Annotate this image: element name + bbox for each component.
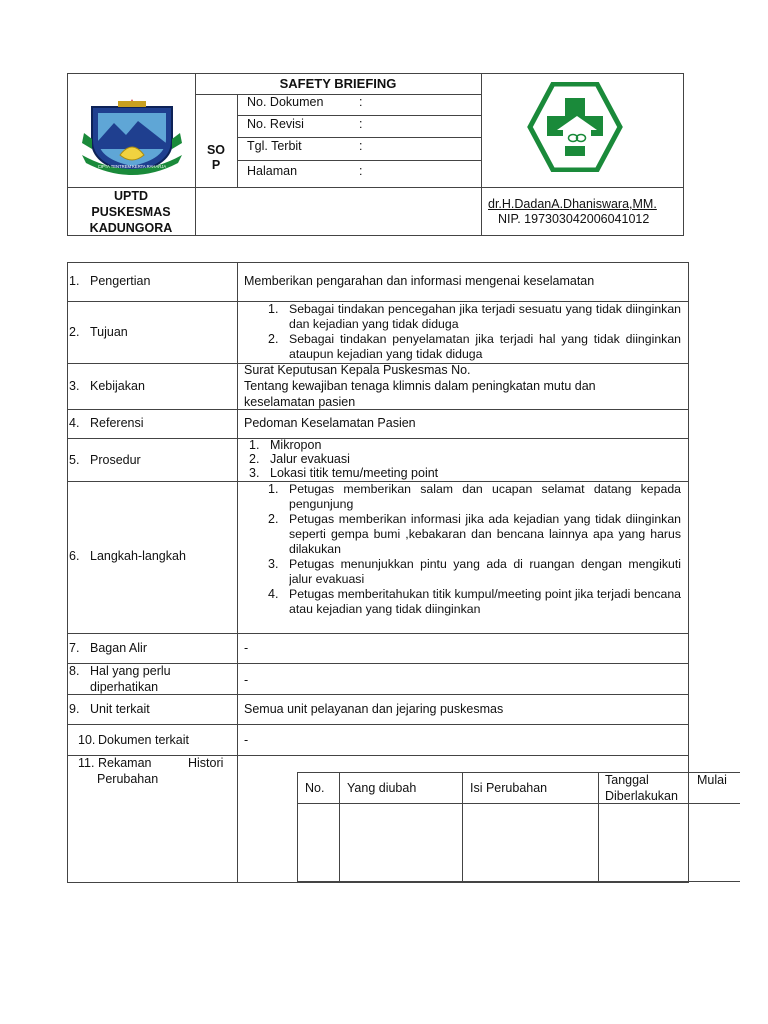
row-number: 6. — [69, 549, 80, 563]
list-item-prosedur-2: Jalur evakuasi — [270, 452, 350, 466]
row-number: 7. — [69, 641, 80, 655]
org-name-line2: PUSKESMAS — [91, 205, 171, 219]
row-divider — [67, 438, 689, 439]
history-table-border — [297, 772, 740, 773]
row-label-dokumen-terkait: Dokumen terkait — [98, 733, 190, 747]
field-tgl-terbit-label: Tgl. Terbit — [247, 139, 302, 153]
kebijakan-line-1: Surat Keputusan Kepala Puskesmas No. — [244, 363, 471, 377]
document-title: SAFETY BRIEFING — [279, 76, 397, 91]
row-label-histori: Histori — [188, 756, 224, 770]
field-halaman-label: Halaman — [247, 164, 298, 178]
row-number: 4. — [69, 416, 80, 430]
header-divider — [67, 187, 684, 188]
row-divider — [67, 694, 689, 695]
header-divider — [237, 115, 481, 116]
history-header-yang-diubah: Yang diubah — [347, 781, 417, 795]
history-table-border — [297, 881, 740, 882]
row-divider — [67, 633, 689, 634]
sop-table-divider — [237, 262, 238, 883]
row-label-prosedur: Prosedur — [90, 453, 141, 467]
row-label-tujuan: Tujuan — [90, 325, 128, 339]
list-item-number: 2. — [249, 452, 260, 466]
field-no-dokumen-label: No. Dokumen — [247, 95, 324, 109]
history-table-border — [598, 772, 599, 882]
sop-label-line1: SO — [206, 143, 226, 157]
field-tgl-terbit-sep: : — [359, 139, 363, 153]
row-label-referensi: Referensi — [90, 416, 144, 430]
row-label-rekaman: Rekaman — [98, 756, 152, 770]
row-number: 1. — [69, 274, 80, 288]
row-label-hal-perlu-2: diperhatikan — [90, 680, 159, 694]
field-no-revisi-label: No. Revisi — [247, 117, 304, 131]
row-number: 8. — [69, 664, 80, 678]
row-content-pengertian: Memberikan pengarahan dan informasi mengenai keselamatan — [244, 274, 595, 288]
list-item-number: 1. — [268, 302, 279, 316]
list-item-prosedur-1: Mikropon — [270, 438, 322, 452]
row-label-kebijakan: Kebijakan — [90, 379, 145, 393]
list-item-tujuan-2: Sebagai tindakan penyelamatan jika terjadi hal yang tidak diinginkan ataupun kejadian yang tidak diduga — [289, 332, 681, 361]
crest-motto: CIPTA TENTREM KERTA RAHARJA — [97, 164, 167, 169]
row-number: 2. — [69, 325, 80, 339]
list-item-langkah-1: Petugas memberikan salam dan ucapan selamat datang kepada pengunjung — [289, 482, 681, 511]
row-number: 11. — [78, 756, 95, 770]
list-item-number: 3. — [268, 557, 279, 571]
list-item-tujuan-1: Sebagai tindakan pencegahan jika terjadi sesuatu yang tidak diinginkan dan kejadian yang tidak diduga — [289, 302, 681, 331]
row-number: 3. — [69, 379, 80, 393]
row-label-bagan-alir: Bagan Alir — [90, 641, 147, 655]
header-divider — [237, 137, 481, 138]
puskesmas-logo — [527, 82, 623, 172]
org-name-line3: KADUNGORA — [89, 221, 173, 235]
row-label-perubahan: Perubahan — [97, 772, 159, 786]
history-table-border — [297, 803, 740, 804]
history-table-border — [297, 772, 298, 882]
signer-name: dr.H.DadanA.Dhaniswara,MM. — [488, 197, 657, 211]
row-content-bagan-alir: - — [244, 641, 249, 655]
header-divider — [237, 94, 238, 187]
row-divider — [67, 755, 689, 756]
history-table-border — [462, 772, 463, 882]
kebijakan-line-3: keselamatan pasien — [244, 395, 356, 409]
row-content-dokumen-terkait: - — [244, 733, 249, 747]
history-header-isi-perubahan: Isi Perubahan — [470, 781, 548, 795]
org-name-line1: UPTD — [113, 189, 149, 203]
row-divider — [67, 409, 689, 410]
regional-crest-logo — [78, 93, 186, 179]
row-number: 9. — [69, 702, 80, 716]
header-divider — [481, 73, 482, 236]
kebijakan-line-2: Tentang kewajiban tenaga klimnis dalam peningkatan mutu dan — [244, 379, 596, 393]
history-header-tanggal: Tanggal — [605, 773, 649, 787]
history-table-border — [339, 772, 340, 882]
row-label-unit-terkait: Unit terkait — [90, 702, 150, 716]
history-header-no: No. — [305, 781, 325, 795]
field-no-revisi-sep: : — [359, 117, 363, 131]
row-label-langkah: Langkah-langkah — [90, 549, 186, 563]
row-number: 10. — [78, 733, 96, 747]
row-divider — [67, 724, 689, 725]
history-header-diberlakukan: Diberlakukan — [605, 789, 678, 803]
row-label-hal-perlu: Hal yang perlu — [90, 664, 171, 678]
row-content-unit-terkait: Semua unit pelayanan dan jejaring puskesmas — [244, 702, 504, 716]
list-item-langkah-4: Petugas memberitahukan titik kumpul/meeting point jika terjadi bencana atau kejadian yang tidak diinginkan — [289, 587, 681, 616]
list-item-number: 2. — [268, 332, 279, 346]
row-label-pengertian: Pengertian — [90, 274, 151, 288]
row-content-hal-perlu: - — [244, 673, 249, 687]
list-item-prosedur-3: Lokasi titik temu/meeting point — [270, 466, 439, 480]
signer-nip: NIP. 197303042006041012 — [498, 212, 650, 226]
history-header-mulai: Mulai — [697, 773, 727, 787]
list-item-number: 2. — [268, 512, 279, 526]
list-item-langkah-3: Petugas menunjukkan pintu yang ada di ruangan dengan mengikuti jalur evakuasi — [289, 557, 681, 586]
row-content-referensi: Pedoman Keselamatan Pasien — [244, 416, 416, 430]
row-number: 5. — [69, 453, 80, 467]
header-divider — [237, 160, 481, 161]
list-item-number: 1. — [249, 438, 260, 452]
list-item-number: 4. — [268, 587, 279, 601]
field-no-dokumen-sep: : — [359, 95, 363, 109]
field-halaman-sep: : — [359, 164, 363, 178]
sop-label-line2: P — [211, 158, 221, 172]
list-item-number: 1. — [268, 482, 279, 496]
list-item-langkah-2: Petugas memberikan informasi jika ada kejadian yang tidak diinginkan seperti gempa bumi ,kebakaran dan bencana lainnya apa yang harus dilakukan — [289, 512, 681, 556]
list-item-number: 3. — [249, 466, 260, 480]
